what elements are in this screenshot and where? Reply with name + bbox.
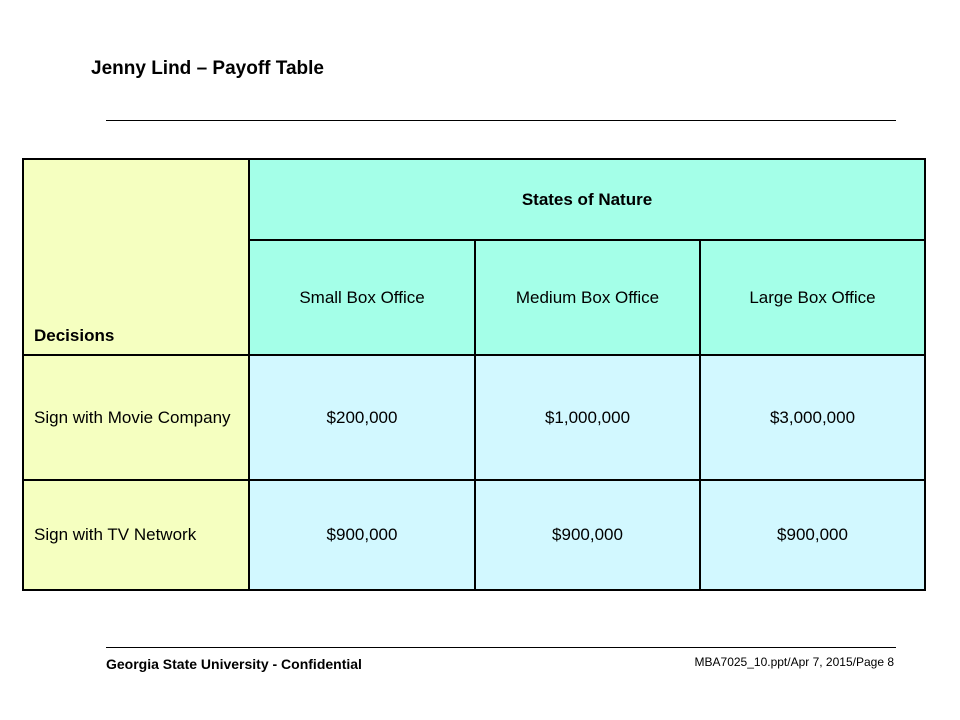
states-of-nature-header: States of Nature xyxy=(249,159,925,240)
decision-movie-company: Sign with Movie Company xyxy=(23,355,249,480)
title-divider xyxy=(106,120,896,121)
table-row xyxy=(23,355,925,480)
table-row xyxy=(23,480,925,590)
decisions-header: Decisions xyxy=(23,159,249,355)
state-header-medium: Medium Box Office xyxy=(475,240,700,355)
payoff-cell: $900,000 xyxy=(475,480,700,590)
decision-tv-network: Sign with TV Network xyxy=(23,480,249,590)
table-header-row xyxy=(23,159,925,240)
payoff-cell: $1,000,000 xyxy=(475,355,700,480)
state-header-small: Small Box Office xyxy=(249,240,475,355)
payoff-cell: $900,000 xyxy=(249,480,475,590)
footer-page-info: MBA7025_10.ppt/Apr 7, 2015/Page 8 xyxy=(694,655,894,669)
payoff-cell: $900,000 xyxy=(700,480,925,590)
payoff-cell: $200,000 xyxy=(249,355,475,480)
payoff-cell: $3,000,000 xyxy=(700,355,925,480)
state-header-large: Large Box Office xyxy=(700,240,925,355)
payoff-table xyxy=(22,158,926,591)
slide-title: Jenny Lind – Payoff Table xyxy=(91,58,324,79)
footer-divider xyxy=(106,647,896,648)
footer-organization: Georgia State University - Confidential xyxy=(106,656,362,672)
